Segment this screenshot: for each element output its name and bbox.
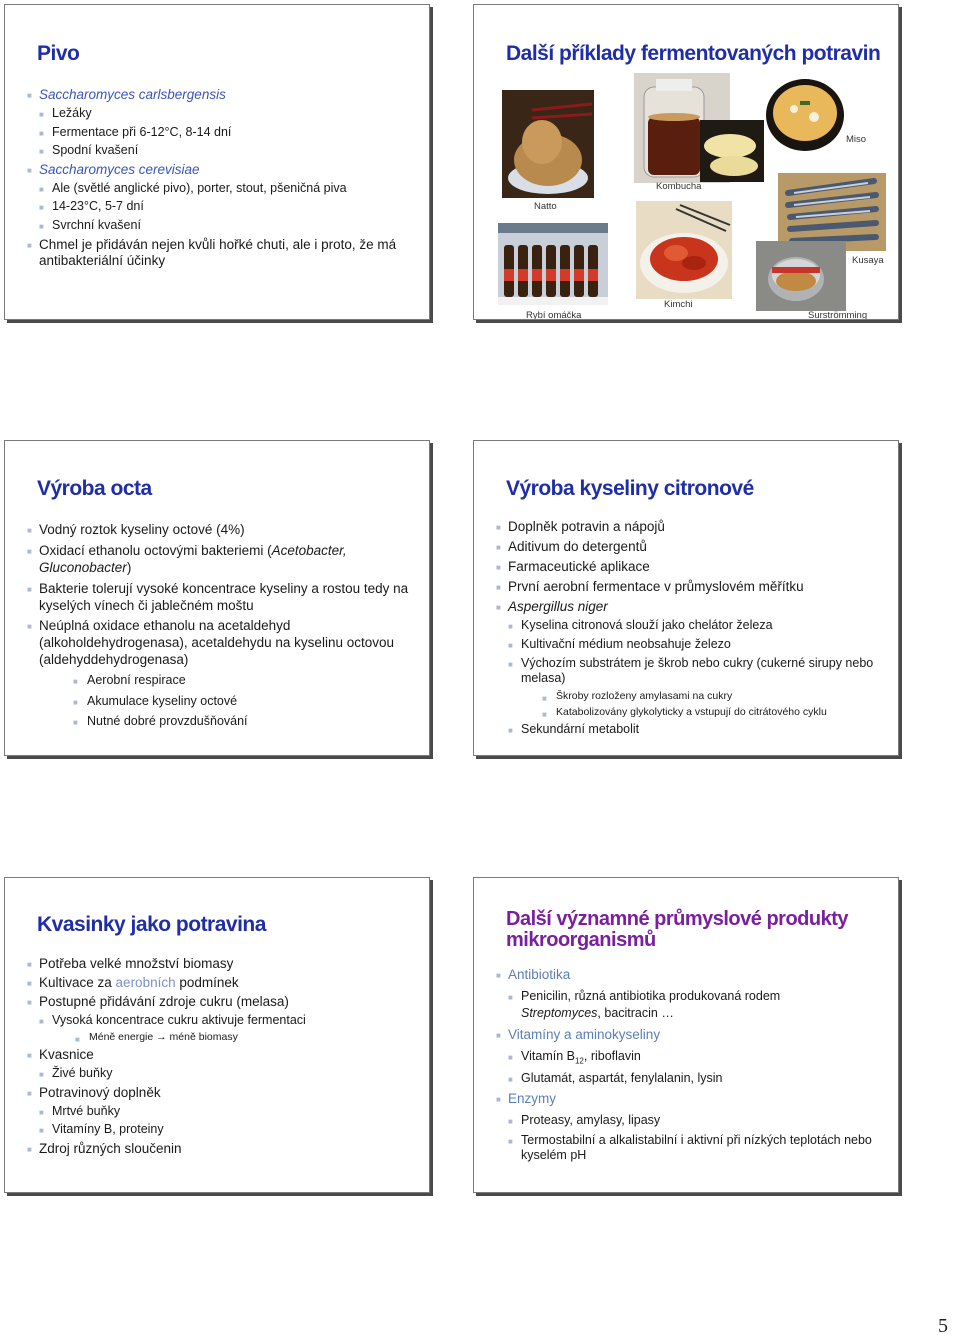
kombucha-scoby-photo <box>700 120 764 182</box>
list-item: ■ Oxidací ethanolu octovými bakteriemi (Acetobacter, Gluconobacter) <box>27 542 347 575</box>
list-item: ■ Nutné dobré provzdušňování <box>73 714 248 729</box>
slide-title: Další významné průmyslové produkty mikroorganismů <box>506 908 849 951</box>
caption-rybi-omacka: Rybí omáčka <box>526 310 582 320</box>
list-item: ■ Doplněk potravin a nápojů <box>496 519 665 534</box>
caption-surstromming: Surströmming <box>808 310 868 320</box>
list-item: ■ Saccharomyces cerevisiae <box>27 161 200 177</box>
slide-prumyslove-produkty <box>473 877 899 1193</box>
list-item: ■ Vodný roztok kyseliny octové (4%) <box>27 522 245 537</box>
kimchi-photo <box>636 201 732 299</box>
slide-title: Kvasinky jako potravina <box>37 913 266 936</box>
slide-fermentovane-potraviny <box>473 4 899 320</box>
list-item: ■ První aerobní fermentace v průmyslovém měřítku <box>496 578 804 594</box>
slide-title: Další příklady fermentovaných potravin <box>506 42 881 65</box>
list-item: ■ Fermentace při 6-12°C, 8-14 dní <box>39 124 232 139</box>
list-item: ■ Sekundární metabolit <box>508 722 640 737</box>
slide-title: Pivo <box>37 42 80 65</box>
list-item: ■ Kultivační médium neobsahuje železo <box>508 637 731 651</box>
list-item: ■ Aspergillus niger <box>496 598 608 614</box>
list-item: ■ Akumulace kyseliny octové <box>73 693 238 708</box>
list-item: ■ 14-23°C, 5-7 dní <box>39 199 144 214</box>
slide-title: Výroba octa <box>37 477 152 500</box>
list-item: ■ Spodní kvašení <box>39 143 139 158</box>
list-item: ■ Kvasnice <box>27 1047 94 1063</box>
list-item: ■ Mrtvé buňky <box>39 1103 121 1118</box>
list-item: ■ Škroby rozloženy amylasami na cukry <box>542 689 733 703</box>
slide-pivo <box>4 4 430 320</box>
list-item: ■ Ale (světlé anglické pivo), porter, stout, pšeničná piva <box>39 180 347 195</box>
natto-photo <box>502 90 594 198</box>
list-item: ■ Potravinový doplněk <box>27 1084 161 1100</box>
list-item: ■ Saccharomyces carlsbergensis <box>27 87 226 102</box>
list-item: ■ Farmaceutické aplikace <box>496 558 650 574</box>
slide-title: Výroba kyseliny citronové <box>506 477 754 500</box>
list-item: ■ Méně energie → méně biomasy <box>75 1031 238 1045</box>
page-number: 5 <box>938 1315 948 1337</box>
list-item-continuation: Streptomyces, bacitracin … <box>521 1005 674 1020</box>
caption-miso: Miso <box>846 134 867 145</box>
list-item: ■ Výchozím substrátem je škrob nebo cukry (cukerné sirupy nebo melasa) <box>508 655 874 686</box>
slide-kyselina-citronova <box>473 440 899 756</box>
list-item: ■ Vitamíny a aminokyseliny <box>496 1027 661 1043</box>
caption-kimchi: Kimchi <box>664 299 693 310</box>
list-item: ■ Kultivace za aerobních podmínek <box>27 974 239 990</box>
list-item: ■ Živé buňky <box>39 1066 113 1081</box>
caption-natto: Natto <box>534 201 557 212</box>
list-item: ■ Termostabilní a alkalistabilní i aktivní při nízkých teplotách nebo kyselém pH <box>508 1132 872 1163</box>
list-item: ■ Enzymy <box>496 1091 557 1107</box>
list-item: ■ Neúplná oxidace ethanolu na acetaldehyd (alkoholdehydrogenasa), acetaldehydu na kyselinu octovou (aldehyddehydrogenasa) <box>27 618 394 668</box>
list-item: ■ Kyselina citronová slouží jako chelátor železa <box>508 618 773 633</box>
slide-body <box>496 967 880 1167</box>
slide-body <box>27 522 411 733</box>
list-item: ■ Postupné přidávání zdroje cukru (melasa) <box>27 993 289 1009</box>
kusaya-photo <box>778 173 886 251</box>
slide-body <box>496 519 880 741</box>
miso-photo <box>764 73 846 153</box>
list-item: ■ Chmel je přidáván nejen kvůli hořké chuti, ale i proto, že má antibakteriální účinky <box>27 236 397 269</box>
slide-body <box>27 956 411 1160</box>
slide-vyroba-octa <box>4 440 430 756</box>
caption-kusaya: Kusaya <box>852 255 884 266</box>
surstromming-photo <box>756 241 846 311</box>
list-item: ■ Potřeba velké množství biomasy <box>27 956 234 971</box>
list-item: ■ Glutamát, aspartát, fenylalanin, lysin <box>508 1070 723 1085</box>
slide-kvasinky <box>4 877 430 1193</box>
list-item: ■ Penicilin, různá antibiotika produkovaná rodem <box>508 988 781 1003</box>
list-item: ■ Katabolizovány glykolyticky a vstupují do citrátového cyklu <box>542 706 827 719</box>
list-item: ■ Aditivum do detergentů <box>496 538 647 554</box>
list-item: ■ Vysoká koncentrace cukru aktivuje fermentaci <box>39 1012 306 1027</box>
list-item: ■ Ležáky <box>39 105 92 120</box>
list-item: ■ Zdroj různých sloučenin <box>27 1141 182 1156</box>
list-item: ■ Antibiotika <box>496 967 571 982</box>
list-item: ■ Svrchní kvašení <box>39 217 141 232</box>
list-item: ■ Aerobní respirace <box>73 673 186 687</box>
caption-kombucha: Kombucha <box>656 181 702 192</box>
list-item: ■ Bakterie tolerují vysoké koncentrace kyseliny a rostou tedy na kyselých vínech či jablečném moštu <box>27 580 409 613</box>
list-item: ■ Proteasy, amylasy, lipasy <box>508 1113 661 1127</box>
list-item: ■ Vitamíny B, proteiny <box>39 1122 164 1137</box>
rybi-omacka-photo <box>498 223 608 305</box>
list-item: ■ Vitamín $B_{12}$, riboflavin <box>508 1049 641 1066</box>
slide-body <box>27 87 411 272</box>
